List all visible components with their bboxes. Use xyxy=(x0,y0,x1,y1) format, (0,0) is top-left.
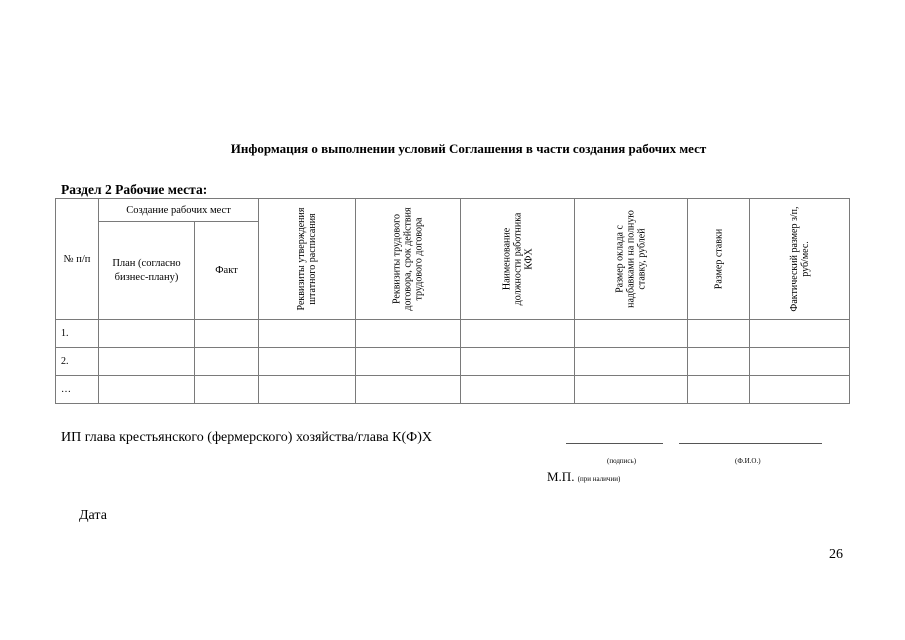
document-title: Информация о выполнении условий Соглашения в части создания рабочих мест xyxy=(230,141,707,156)
header-actual-salary xyxy=(750,199,850,320)
table-row xyxy=(56,320,850,348)
table-cell xyxy=(259,320,356,348)
table-cell xyxy=(575,376,688,404)
table-row xyxy=(56,348,850,376)
header-staff-schedule xyxy=(259,199,356,320)
fio-caption: (Ф.И.О.) xyxy=(735,457,761,465)
table-cell xyxy=(750,320,850,348)
header-fact: Факт xyxy=(195,222,259,320)
header-salary-amount-text: Размер оклада с надбавками на полную ставку, рублей xyxy=(614,210,648,308)
table-cell xyxy=(99,320,195,348)
table-cell xyxy=(750,376,850,404)
table-cell xyxy=(99,376,195,404)
header-jobs-creation: Создание рабочих мест xyxy=(99,199,259,222)
table-row xyxy=(56,376,850,404)
section-label: Раздел 2 Рабочие места: xyxy=(61,182,208,197)
table-cell xyxy=(356,320,461,348)
header-plan: План (согласно бизнес-плану) xyxy=(99,222,195,320)
table-cell xyxy=(688,320,750,348)
table-cell xyxy=(356,348,461,376)
fio-line xyxy=(679,442,822,444)
table-cell xyxy=(99,348,195,376)
table-cell xyxy=(195,348,259,376)
stamp-label xyxy=(547,469,620,485)
table-cell xyxy=(356,376,461,404)
signer-label: ИП глава крестьянского (фермерского) хозяйства/глава К(Ф)Х xyxy=(61,430,432,445)
date-label: Дата xyxy=(79,508,107,523)
table-cell xyxy=(195,320,259,348)
header-rate-size xyxy=(688,199,750,320)
stamp-note: (при наличии) xyxy=(577,475,621,483)
header-position-name-text: Наименование должности работника КФХ xyxy=(501,212,534,306)
signature-line xyxy=(566,442,663,444)
header-rate-size-text: Размер ставки xyxy=(713,228,724,290)
header-labor-contract-text: Реквизиты трудового договора, срок действия трудового договора xyxy=(391,207,425,311)
table-cell xyxy=(259,376,356,404)
header-actual-salary-text: Фактический размер з/п, руб/мес. xyxy=(788,206,811,312)
table-cell xyxy=(259,348,356,376)
table-cell xyxy=(195,376,259,404)
table-cell xyxy=(461,348,575,376)
table-cell xyxy=(688,348,750,376)
table-cell xyxy=(688,376,750,404)
row-number: 2. xyxy=(56,348,99,376)
row-number: … xyxy=(56,376,99,404)
table-cell xyxy=(575,348,688,376)
page-number: 26 xyxy=(829,547,843,562)
header-row-number: № п/п xyxy=(56,199,99,320)
header-salary-amount xyxy=(575,199,688,320)
table-cell xyxy=(750,348,850,376)
signature-caption: (подпись) xyxy=(607,457,637,465)
table-cell xyxy=(461,376,575,404)
header-position-name xyxy=(461,199,575,320)
header-staff-schedule-text: Реквизиты утверждения штатного расписания xyxy=(296,207,318,311)
table-cell xyxy=(461,320,575,348)
row-number: 1. xyxy=(56,320,99,348)
stamp-label-text: М.П. xyxy=(547,469,575,484)
table-cell xyxy=(575,320,688,348)
jobs-table xyxy=(55,198,850,404)
header-labor-contract xyxy=(356,199,461,320)
